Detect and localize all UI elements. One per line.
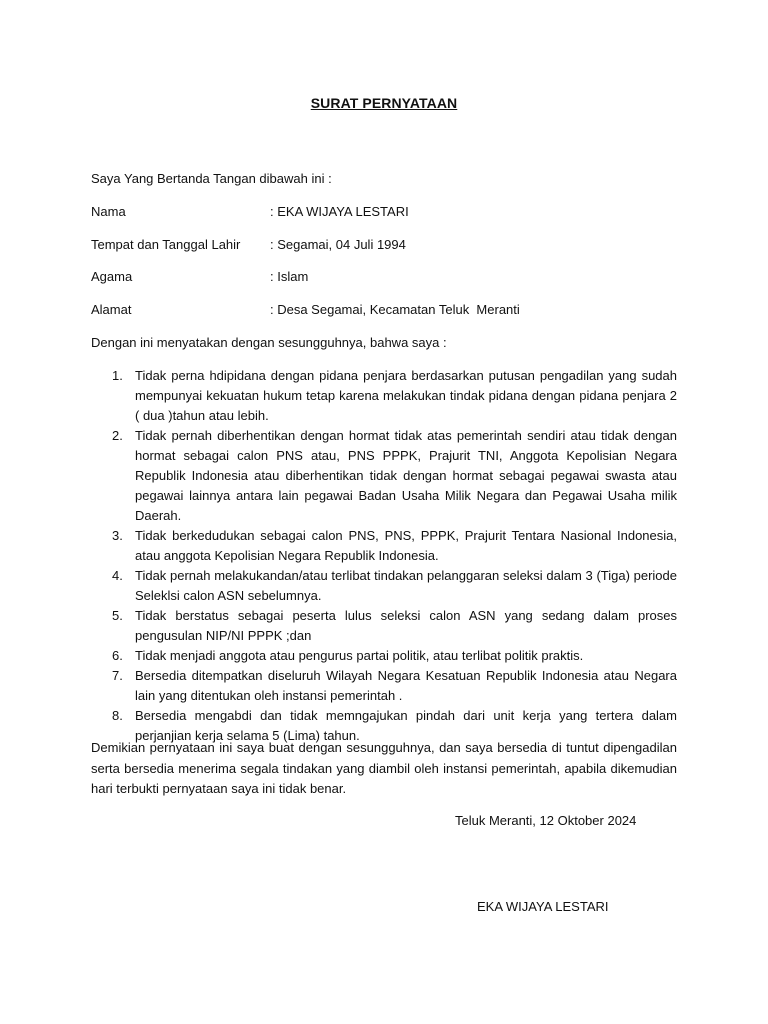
field-label: Alamat [91, 302, 132, 317]
item-number: 8. [112, 708, 123, 723]
field-name [91, 204, 691, 222]
list-item [91, 526, 677, 566]
field-religion [91, 269, 691, 287]
intro-text: Saya Yang Bertanda Tangan dibawah ini : [91, 171, 332, 186]
document-title: SURAT PERNYATAAN [310, 95, 458, 111]
field-birth [91, 237, 691, 255]
place-date: Teluk Meranti, 12 Oktober 2024 [455, 813, 637, 828]
field-value: : Segamai, 04 Juli 1994 [270, 237, 406, 252]
item-number: 5. [112, 608, 123, 623]
field-address [91, 302, 691, 320]
item-number: 7. [112, 668, 123, 683]
item-text: Bersedia mengabdi dan tidak memngajukan pindah dari unit kerja yang tertera dalam perjanjian kerja selama 5 (Lima) tahun. [135, 708, 677, 743]
field-value: : EKA WIJAYA LESTARI [270, 204, 409, 219]
item-number: 1. [112, 368, 123, 383]
item-text: Tidak berstatus sebagai peserta lulus seleksi calon ASN yang sedang dalam proses pengusulan NIP/NI PPPK ;dan [135, 608, 677, 643]
field-value: : Islam [270, 269, 309, 284]
statement-intro: Dengan ini menyatakan dengan sesungguhnya, bahwa saya : [91, 335, 447, 350]
list-item [91, 566, 677, 606]
list-item [91, 606, 677, 646]
item-number: 6. [112, 648, 123, 663]
field-label: Nama [91, 204, 126, 219]
item-text: Tidak pernah melakukandan/atau terlibat tindakan pelanggaran seleksi dalam 3 (Tiga) periode Seleklsi calon ASN sebelumnya. [135, 568, 677, 603]
field-label: Agama [91, 269, 133, 284]
list-item [91, 646, 677, 666]
item-text: Bersedia ditempatkan diseluruh Wilayah Negara Kesatuan Republik Indonesia atau Negara lain yang ditentukan oleh instansi pemerintah . [135, 668, 677, 703]
item-number: 3. [112, 528, 123, 543]
item-number: 2. [112, 428, 123, 443]
item-text: Tidak menjadi anggota atau pengurus partai politik, atau terlibat politik praktis. [135, 648, 584, 663]
closing-paragraph: Demikian pernyataan ini saya buat dengan sesungguhnya, dan saya bersedia di tuntut dipengadilan serta bersedia menerima segala tindakan yang diambil oleh instansi pemerintah, apabila dikemudian hari terbukti pernyataan saya ini tidak benar. [91, 740, 677, 796]
item-text: Tidak perna hdipidana dengan pidana penjara berdasarkan putusan pengadilan yang sudah mempunyai kekuatan hukum tetap karena melakukan tindak pidana dengan pidana penjara 2 ( dua )tahun atau lebih. [135, 368, 677, 423]
item-number: 4. [112, 568, 123, 583]
item-text: Tidak pernah diberhentikan dengan hormat tidak atas pemerintah sendiri atau tidak dengan hormat sebagai calon PNS atau, PNS PPPK, Prajurit TNI, Anggota Kepolisian Negara Republik Indonesia atau diberhentikan tidak dengan hormat sebagai pegawai swasta atau pegawai lainnya antara lain pegawai Badan Usaha Milik Negara dan Pegawai Usaha milik Daerah. [135, 428, 677, 523]
field-label: Tempat dan Tanggal Lahir [91, 237, 241, 252]
item-text: Tidak berkedudukan sebagai calon PNS, PNS, PPPK, Prajurit Tentara Nasional Indonesia, atau anggota Kepolisian Negara Republik Indonesia. [135, 528, 677, 563]
signature-name: EKA WIJAYA LESTARI [477, 899, 609, 914]
statement-list [91, 366, 677, 746]
list-item [91, 666, 677, 706]
field-value: : Desa Segamai, Kecamatan Teluk Meranti [270, 302, 520, 317]
list-item [91, 426, 677, 526]
list-item [91, 366, 677, 426]
